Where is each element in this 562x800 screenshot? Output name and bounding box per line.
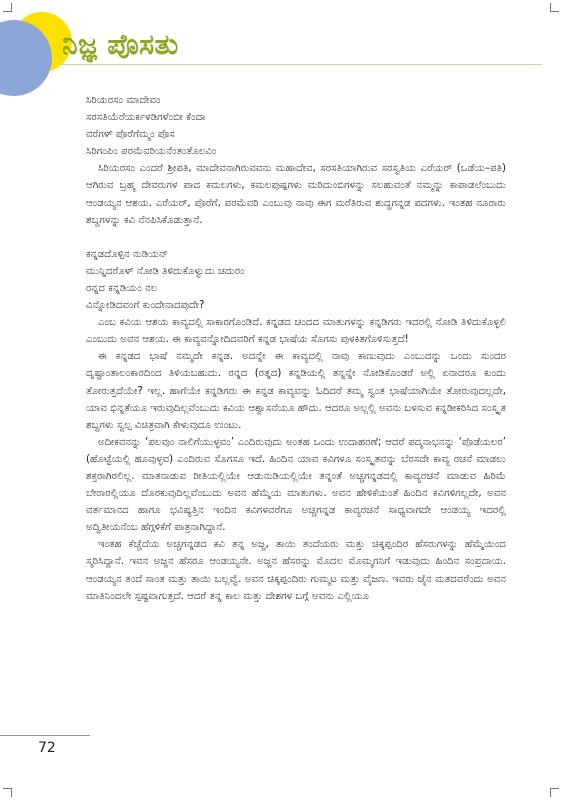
verse-line: ಮುನ್ನಿದರೊಳ್ ನೋಡಿ ತಿಳಿದುಕೊಳ್ವುದು ಚದುರಂ [86, 265, 245, 277]
section-heading: ನಿಜ್ಞ ಪೊಸತು [62, 28, 179, 61]
verse-block-2 [86, 246, 506, 314]
verse-line: ವರೆಗಳ್ ಪೊರೆಗೆಮ್ಮಂ ಪೊಸ [86, 129, 175, 141]
verse-block-1 [86, 92, 506, 160]
article-body [86, 92, 506, 605]
verse-line: ರನ್ನದ ಕನ್ನಡಿಯಂ ನಲ [86, 282, 158, 294]
footer-divider [0, 735, 90, 736]
paragraph-4: ಅದೀಕವನನ್ನು ‘ಪಲವುಂ ನಾಲಿಗೆಯುಳ್ಳವಂ’ ಎಂದಿರುವುದು ಅಂತಹ ಒಂದು ಉದಾಹರಣೆ; ಆದರೆ ಪದ್ಮನಾಭನನ್ನು ‘ಪೊಡೆಯಲರ’ (ಹೊಟ್ಟೆಯಲ್ಲಿ ಹೂವುಳ್ಳವ) ಎಂದಿರುವ ಸೊಗಸೂ ಇದೆ. ಹಿಂದಿನ ಯಾವ ಕವಿಗಳೂ ಸಂಸ್ಕೃತವನ್ನು ಬೆರಸದೇ ಕಾವ್ಯ ರಚನೆ ಮಾಡಲು ಶಕ್ತರಾಗಿರಲಿಲ್ಲ. ಮಾತನಾಡುವ ರೀತಿಯಲ್ಲಿಯೇ ಆಡುನುಡಿಯಲ್ಲಿಯೇ ತನ್ನಂತೆ ಅಚ್ಚಗನ್ನಡದಲ್ಲಿ ಕಾವ್ಯರಚನೆ ಮಾಡುವ ಹಿರಿಮೆ ಬೇರಾರಲ್ಲಿಯೂ ದೊರಕುವುದಿಲ್ಲವೆಂಬುದು ಅವನ ಹೆಮ್ಮೆಯ ಮಾತುಗಳು. ಅವನ ಹೇಳಿಕೆಯಂತೆ ಹಿಂದಿನ ಕವಿಗಳಿಗಲ್ಲದೇ, ಅವನ ವರ್ತಮಾನದ ಹಾಗೂ ಭವಿಷ್ಯತ್ತಿನ ಇಂದಿನ ಕವಿಗಳವರೆಗೂ ಅಚ್ಚಗನ್ನಡ ಕಾವ್ಯರಚನೆ ಸಾಧ್ಯವಾಗದೇ ಆಂಡಯ್ಯ ಇದರಲ್ಲಿ ಅದ್ವಿತೀಯನೆಂಬ ಹೆಗ್ಗಳಿಕೆಗೆ ಪಾತ್ರನಾಗಿದ್ದಾನೆ. [86, 436, 506, 534]
paragraph-1: ಸಿರಿಯರಸಂ ಎಂದರೆ ಶ್ರೀಪತಿ, ಮಾದೇವನಾಗಿರುವವನು ಮಹಾದೇವ, ಸರಸತಿಯಾಗಿರುವ ಸರಸ್ವತಿಯ ಎರೆಯರ್ (ಒಡೆಯ–ಪತಿ) ಆಗಿರುವ ಬ್ರಹ್ಮ ದೇವರುಗಳ ಪಾದ ಕಮಲಗಳು, ಕಮಲಪುಷ್ಪಗಳು ಮರಿದುಂಬಿಗಳನ್ನು ಸಲಹುವಂತೆ ನಮ್ಮನ್ನು ಕಾಪಾಡಲೆಂಬುದು ಆಂಡಯ್ಯನ ಆಶಯ. ಎರೆಯರ್, ಪೊರೆಗೆ, ಪರಮೆವರಿ ಎಂಬುವು ನಾವು ಈಗ ಮರೆತಿರುವ ಶುದ್ಧಗನ್ನಡ ಪದಗಳು. ಇಂತಹ ನೂರಾರು ಶಬ್ದಗಳನ್ನು ಕವಿ ನೆನಪಿಸಿಕೊಡುತ್ತಾನೆ. [86, 163, 506, 226]
crop-mark-bottom-left [3, 788, 12, 797]
page-number: 72 [38, 740, 56, 756]
paragraph-2: ಎಂಬ ಕವಿಯ ಆಶಯ ಕಾವ್ಯದಲ್ಲಿ ಸಾಕಾರಗೊಂಡಿದೆ. ಕನ್ನಡದ ಚಂದದ ಮಾತುಗಳನ್ನು ಕನ್ನಡಿಗರು ಇದರಲ್ಲಿ ನೋಡಿ ತಿಳಿದುಕೊಳ್ಳಲಿ ಎಂಬುದು ಅವನ ಆಶಯ. ಈ ಕಾವ್ಯವನ್ನೋದಿದವರಿಗೆ ಕನ್ನಡ ಭಾಷೆಯ ಸೊಗಸು ಪುಳಕಿತಗೊಳಿಸುತ್ತದೆ! [86, 317, 506, 346]
heading-divider [62, 64, 542, 65]
paragraph-3: ಈ ಕನ್ನಡದ ಭಾಷೆ ನಮ್ಮದೇ ಕನ್ನಡ. ಅದನ್ನೇ ಈ ಕಾವ್ಯದಲ್ಲಿ ನಾವು ಕಾಣುವುದು ಎಂಬುದನ್ನು ಒಂದು ಸುಂದರ ದೃಷ್ಟಾಂತಾಲಂಕಾರದಿಂದ ತಿಳಿಯಬಹುದು. ರನ್ನದ (ರತ್ನದ) ಕನ್ನಡಿಯಲ್ಲಿ ತನ್ನನ್ನೇ ನೋಡಿಕೊಂಡರೆ ಅಲ್ಲಿ ಏನಾದರೂ ಕುಂದು ತೋರುತ್ತದೆಯೇ? ಇಲ್ಲ. ಹಾಗೆಯೇ ಕನ್ನಡಿಗರು ಈ ಕನ್ನಡ ಕಾವ್ಯವನ್ನು ಓದಿದರೆ ತಮ್ಮ ಸ್ವಂತ ಭಾಷೆಯಾಗಿಯೇ ತೋರುವುದಲ್ಲದೇ, ಯಾವ ಭಿನ್ನತೆಯೂ ಇರುವುದಿಲ್ಲವೆಂಬುದು ಕವಿಯ ಆಶ್ವಾಸನೆಯೂ ಹೌದು. ಆದರೂ ಅಲ್ಲಲ್ಲಿ ಅವನು ಬಳಸುವ ಕನ್ನಡೀಕರಿಸಿದ ಸಂಸ್ಕೃತ ಶಬ್ದಗಳು ಸ್ವಲ್ಪ ವಿಚಿತ್ರವಾಗಿ ಕೇಳುವುದೂ ಉಂಟು. [86, 351, 506, 431]
verse-line: ಸಿರಿಗಂಪಿಂ ಪರಮೆವರಿಯನೆಂತಂತೊಲವಿಂ [86, 146, 217, 158]
crop-mark-top-right [550, 3, 559, 12]
verse-line: ಸಿರಿಯರಸಂ ಮಾದೇವಂ [86, 95, 161, 106]
verse-line: ಸರಸತಿಯೆರೆಯರ್ಕಳಡಿಗಳೆಂಬೀ ಕೆಂದಾ [86, 112, 206, 124]
verse-line: ವಿನ್ನೋಡಿದವಂಗೆ ಕುಂದೇನಾದಪುದೇ? [86, 300, 205, 312]
crop-mark-bottom-right [550, 788, 559, 797]
verse-line: ಕನ್ನಡದೊಳ್ಪಿನ ನುಡಿಯನ್ [86, 248, 169, 260]
paragraph-5: ಇಂತಹ ಕೆಚ್ಚೆದೆಯ ಅಚ್ಚಗನ್ನಡದ ಕವಿ ತನ್ನ ಅಜ್ಜ, ತಾಯಿ ತಂದೆಯರು ಮತ್ತು ಚಿಕ್ಕಪ್ಪಂದಿರ ಹೆಸರುಗಳನ್ನು ಹೆಮ್ಮೆಯಿಂದ ಸ್ಮರಿಸಿದ್ದಾನೆ. ಇವನ ಅಜ್ಜನ ಹೆಸರೂ ಆಂಡಯ್ಯನೇ. ಅಜ್ಜನ ಹೆಸರನ್ನು ಮೊದಲ ಮೊಮ್ಮಗನಿಗೆ ಇಡುವುದು ಹಿಂದಿನ ಸಂಪ್ರದಾಯ. ಆಂಡಯ್ಯನ ತಂದೆ ಸಾಂತ ಮತ್ತು ತಾಯಿ ಬಲ್ಲವ್ವೆ. ಅವನ ಚಿಕ್ಕಪ್ಪಂದಿರು ಗುಮ್ಮಟ ಮತ್ತು ವೈಜಣ. ಇವರು ಜೈನ ಮತದವರೆಂದು ಅವನ ಮಾತಿನಿಂದಲೇ ಸ್ಪಷ್ಟವಾಗುತ್ತದೆ. ಆದರೆ ತನ್ನ ಕಾಲ ಮತ್ತು ದೇಶಗಳ ಬಗ್ಗೆ ಅವನು ಎಲ್ಲಿಯೂ [86, 539, 506, 602]
